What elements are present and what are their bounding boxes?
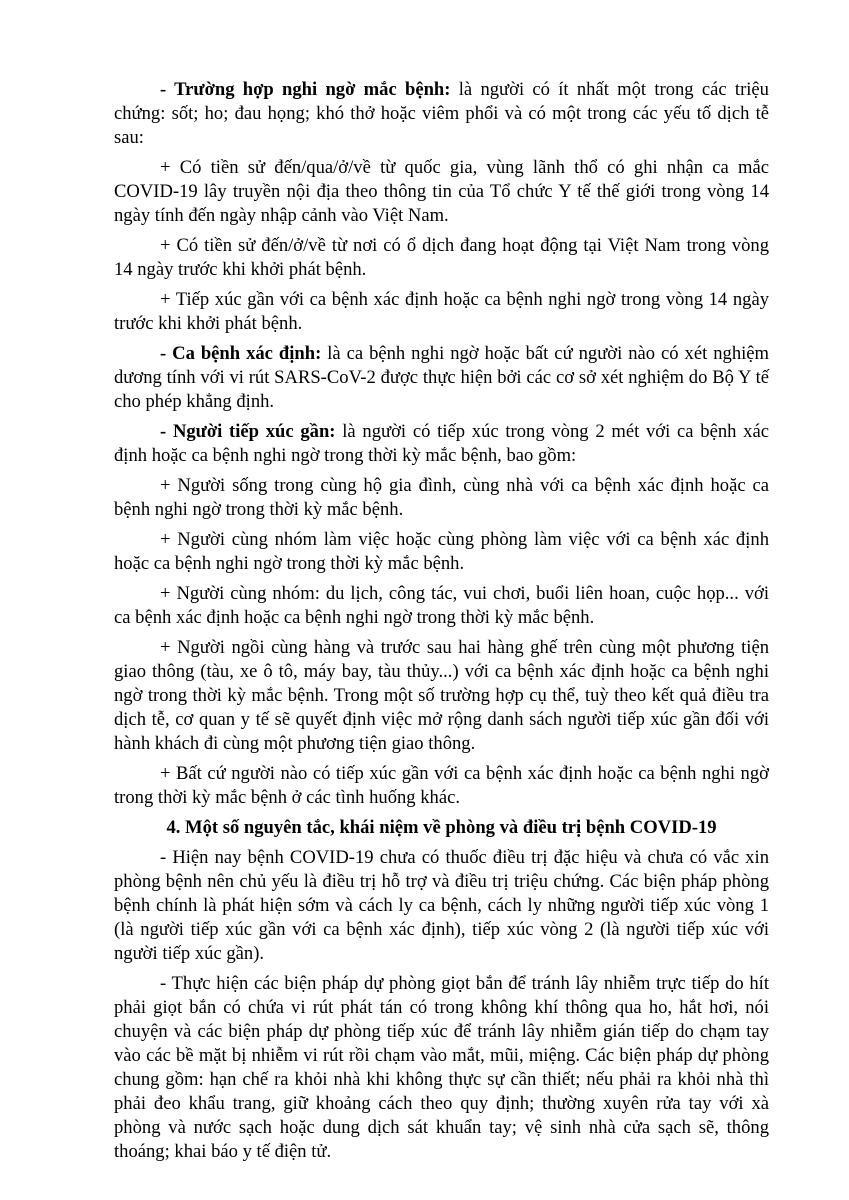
contact-group-text: + Người cùng nhóm: du lịch, công tác, vui chơi, buổi liên hoan, cuộc họp... với ca bệnh xác định hoặc ca bệnh nghi ngờ trong thời kỳ mắc bệnh.	[114, 583, 769, 628]
definition-confirmed-case: là ca bệnh nghi ngờ hoặc bất cứ người nào có xét nghiệm dương tính với vi rút SARS-CoV-2 được thực hiện bởi các cơ sở xét nghiệm do Bộ Y tế cho phép khẳng định.	[114, 343, 769, 412]
section-heading: 4. Một số nguyên tắc, khái niệm về phòng và điều trị bệnh COVID-19	[166, 817, 717, 838]
term-confirmed-case: - Ca bệnh xác định:	[160, 343, 322, 364]
paragraph-contact-other	[114, 762, 769, 810]
paragraph-treatment	[114, 846, 769, 966]
criterion-contact-text: + Tiếp xúc gần với ca bệnh xác định hoặc ca bệnh nghi ngờ trong vòng 14 ngày trước khi khởi phát bệnh.	[114, 289, 769, 334]
term-close-contact: - Người tiếp xúc gần:	[160, 421, 336, 442]
contact-household-text: + Người sống trong cùng hộ gia đình, cùng nhà với ca bệnh xác định hoặc ca bệnh nghi ngờ trong thời kỳ mắc bệnh.	[114, 475, 769, 520]
paragraph-suspected-case	[114, 78, 769, 150]
definition-suspected-case: là người có ít nhất một trong các triệu chứng: sốt; ho; đau họng; khó thở hoặc viêm phổi và có một trong các yếu tố dịch tễ sau:	[114, 79, 769, 148]
contact-other-text: + Bất cứ người nào có tiếp xúc gần với ca bệnh xác định hoặc ca bệnh nghi ngờ trong thời kỳ mắc bệnh ở các tình huống khác.	[114, 763, 769, 808]
paragraph-contact-transport	[114, 636, 769, 756]
contact-workgroup-text: + Người cùng nhóm làm việc hoặc cùng phòng làm việc với ca bệnh xác định hoặc ca bệnh nghi ngờ trong thời kỳ mắc bệnh.	[114, 529, 769, 574]
paragraph-prevention	[114, 972, 769, 1164]
paragraph-contact-workgroup	[114, 528, 769, 576]
criterion-outbreak-text: + Có tiền sử đến/ở/về từ nơi có ổ dịch đang hoạt động tại Việt Nam trong vòng 14 ngày trước khi khởi phát bệnh.	[114, 235, 769, 280]
paragraph-criterion-outbreak	[114, 234, 769, 282]
term-suspected-case: - Trường hợp nghi ngờ mắc bệnh:	[160, 79, 451, 100]
treatment-text: - Hiện nay bệnh COVID-19 chưa có thuốc điều trị đặc hiệu và chưa có vắc xin phòng bệnh nên chủ yếu là điều trị hỗ trợ và điều trị triệu chứng. Các biện pháp phòng bệnh chính là phát hiện sớm và cách ly ca bệnh, cách ly những người tiếp xúc vòng 1 (là người tiếp xúc gần với ca bệnh xác định), tiếp xúc vòng 2 (là người tiếp xúc với người tiếp xúc gần).	[114, 847, 769, 964]
prevention-text: - Thực hiện các biện pháp dự phòng giọt bắn để tránh lây nhiễm trực tiếp do hít phải giọt bắn có chứa vi rút phát tán có trong không khí thông qua ho, hắt hơi, nói chuyện và các biện pháp dự phòng tiếp xúc để tránh lây nhiễm gián tiếp do chạm tay vào các bề mặt bị nhiễm vi rút rồi chạm vào mắt, mũi, miệng. Các biện pháp dự phòng chung gồm: hạn chế ra khỏi nhà khi không thực sự cần thiết; nếu phải ra khỏi nhà thì phải đeo khẩu trang, giữ khoảng cách theo quy định; thường xuyên rửa tay với xà phòng và nước sạch hoặc dung dịch sát khuẩn tay; vệ sinh nhà cửa sạch sẽ, thông thoáng; khai báo y tế điện tử.	[114, 973, 769, 1162]
paragraph-contact-household	[114, 474, 769, 522]
contact-transport-text: + Người ngồi cùng hàng và trước sau hai hàng ghế trên cùng một phương tiện giao thông (tàu, xe ô tô, máy bay, tàu thủy...) với ca bệnh xác định hoặc ca bệnh nghi ngờ trong thời kỳ mắc bệnh. Trong một số trường hợp cụ thể, tuỳ theo kết quả điều tra dịch tễ, cơ quan y tế sẽ quyết định việc mở rộng danh sách người tiếp xúc gần đối với hành khách đi cùng một phương tiện giao thông.	[114, 637, 769, 754]
paragraph-close-contact	[114, 420, 769, 468]
paragraph-confirmed-case	[114, 342, 769, 414]
paragraph-contact-group	[114, 582, 769, 630]
definition-close-contact: là người có tiếp xúc trong vòng 2 mét với ca bệnh xác định hoặc ca bệnh nghi ngờ trong thời kỳ mắc bệnh, bao gồm:	[114, 421, 769, 466]
document-body	[114, 78, 769, 1170]
paragraph-criterion-travel	[114, 156, 769, 228]
paragraph-criterion-contact	[114, 288, 769, 336]
criterion-travel-text: + Có tiền sử đến/qua/ở/về từ quốc gia, vùng lãnh thổ có ghi nhận ca mắc COVID-19 lây truyền nội địa theo thông tin của Tổ chức Y tế thế giới trong vòng 14 ngày tính đến ngày nhập cảnh vào Việt Nam.	[114, 157, 769, 226]
